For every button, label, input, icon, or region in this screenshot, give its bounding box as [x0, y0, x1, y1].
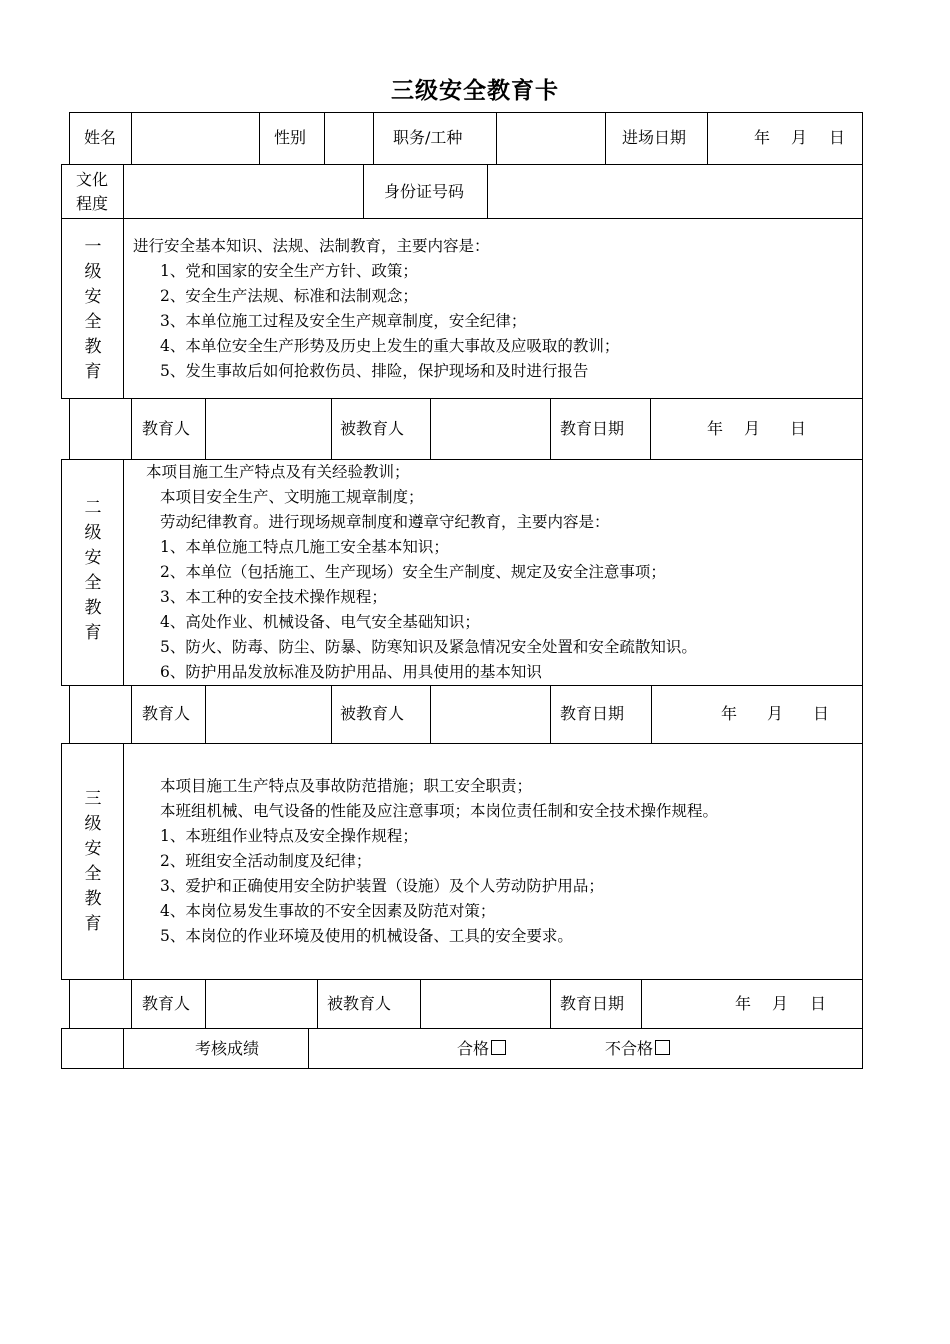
name-field[interactable]: [133, 114, 257, 163]
gender-field[interactable]: [326, 114, 371, 163]
entry-year: 年: [754, 128, 771, 147]
level1-month: 月: [744, 419, 761, 438]
level3-month: 月: [772, 994, 789, 1013]
level2-educatee-label: 被教育人: [340, 704, 405, 723]
level1-line: 进行安全基本知识、法规、法制教育，主要内容是：: [133, 237, 490, 255]
level2-educatee-field[interactable]: [432, 687, 548, 742]
level2-line: 2、本单位（包括施工、生产现场）安全生产制度、规定及安全注意事项；: [160, 563, 666, 581]
education-field[interactable]: [125, 166, 361, 217]
level1-line: 2、安全生产法规、标准和法制观念；: [160, 287, 418, 305]
level3-date-label: 教育日期: [560, 994, 625, 1013]
pass-label: 合格: [457, 1039, 490, 1058]
level3-educatee-label: 被教育人: [327, 994, 392, 1013]
level2-day: 日: [813, 704, 830, 723]
fail-checkbox[interactable]: [655, 1040, 670, 1055]
level1-year: 年: [707, 419, 724, 438]
level3-educatee-field[interactable]: [422, 981, 548, 1027]
job-field[interactable]: [498, 114, 603, 163]
level3-label: 三 级 安 全 教 育: [84, 789, 102, 934]
fail-label: 不合格: [605, 1039, 654, 1058]
entry-date-label: 进场日期: [622, 128, 687, 147]
job-label: 职务/工种: [393, 128, 463, 147]
level2-educator-label: 教育人: [142, 704, 191, 723]
level2-line: 3、本工种的安全技术操作规程；: [160, 588, 387, 606]
level1-line: 3、本单位施工过程及安全生产规章制度，安全纪律；: [160, 312, 527, 330]
level2-month: 月: [767, 704, 784, 723]
level1-educator-field[interactable]: [207, 400, 329, 458]
level1-educatee-field[interactable]: [432, 400, 548, 458]
level3-day: 日: [810, 994, 827, 1013]
level2-date-label: 教育日期: [560, 704, 625, 723]
level2-line: 劳动纪律教育。进行现场规章制度和遵章守纪教育，主要内容是：: [160, 513, 610, 531]
level1-educatee-label: 被教育人: [340, 419, 405, 438]
level2-year: 年: [721, 704, 738, 723]
gender-label: 性别: [274, 128, 307, 147]
level3-year: 年: [735, 994, 752, 1013]
level1-date-label: 教育日期: [560, 419, 625, 438]
level2-line: 5、防火、防毒、防尘、防暴、防寒知识及紧急情况安全处置和安全疏散知识。: [160, 638, 697, 656]
level3-line: 4、本岗位易发生事故的不安全因素及防范对策；: [160, 902, 496, 920]
education-label-line2: 程度: [76, 194, 109, 213]
entry-month: 月: [791, 128, 808, 147]
level1-educator-label: 教育人: [142, 419, 191, 438]
level2-line: 本项目安全生产、文明施工规章制度；: [160, 488, 424, 506]
level3-line: 5、本岗位的作业环境及使用的机械设备、工具的安全要求。: [160, 927, 573, 945]
education-label-line1: 文化: [76, 170, 109, 189]
level1-line: 1、党和国家的安全生产方针、政策；: [160, 262, 418, 280]
level3-line: 1、本班组作业特点及安全操作规程；: [160, 827, 418, 845]
fail-option[interactable]: [605, 1039, 670, 1059]
level1-line: 4、本单位安全生产形势及历史上发生的重大事故及应吸取的教训；: [160, 337, 620, 355]
level3-line: 本项目施工生产特点及事故防范措施；职工安全职责；: [160, 777, 533, 795]
level1-label: 一 级 安 全 教 育: [84, 237, 102, 382]
level1-day: 日: [790, 419, 807, 438]
level2-line: 1、本单位施工特点几施工安全基本知识；: [160, 538, 449, 556]
level2-line: 本项目施工生产特点及有关经验教训；: [146, 463, 410, 481]
level2-line: 4、高处作业、机械设备、电气安全基础知识；: [160, 613, 480, 631]
level3-educator-field[interactable]: [207, 981, 315, 1027]
level2-label: 二 级 安 全 教 育: [84, 498, 102, 643]
id-number-field[interactable]: [489, 166, 861, 217]
level3-line: 2、班组安全活动制度及纪律；: [160, 852, 372, 870]
level3-line: 3、爱护和正确使用安全防护装置（设施）及个人劳动防护用品；: [160, 877, 604, 895]
pass-checkbox[interactable]: [491, 1040, 506, 1055]
assessment-label: 考核成绩: [195, 1039, 260, 1058]
name-label: 姓名: [84, 128, 117, 147]
level3-line: 本班组机械、电气设备的性能及应注意事项；本岗位责任制和安全技术操作规程。: [160, 802, 719, 820]
level2-line: 6、防护用品发放标准及防护用品、用具使用的基本知识: [160, 663, 542, 681]
entry-day: 日: [829, 128, 846, 147]
level1-line: 5、发生事故后如何抢救伤员、排险，保护现场和及时进行报告: [160, 362, 589, 380]
level2-educator-field[interactable]: [207, 687, 329, 742]
card-title: 三级安全教育卡: [391, 77, 559, 104]
level3-educator-label: 教育人: [142, 994, 191, 1013]
pass-option[interactable]: [457, 1039, 506, 1059]
id-number-label: 身份证号码: [384, 182, 465, 201]
